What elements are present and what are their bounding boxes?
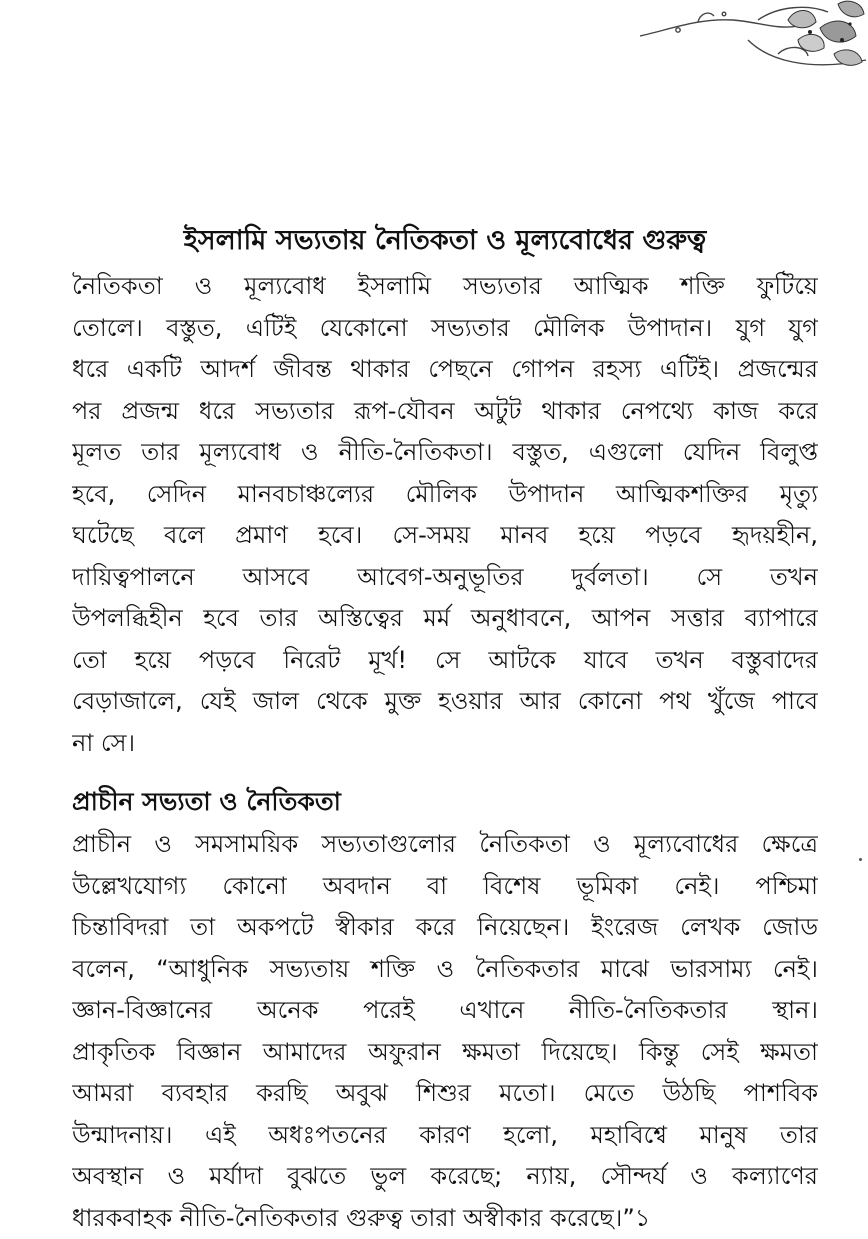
paragraph-1 — [72, 266, 818, 764]
text-line: উল্লেখযোগ্য কোনো অবদান বা বিশেষ ভূমিকা নেই। পশ্চিমা — [72, 866, 818, 908]
text-line: তো হয়ে পড়বে নিরেট মূর্খ! সে আটকে যাবে তখন বস্তুবাদের — [72, 640, 818, 682]
text-line: অবস্থান ও মর্যাদা বুঝতে ভুল করেছে; ন্যায়, সৌন্দর্য ও কল্যাণের — [72, 1156, 818, 1198]
paragraph-2 — [72, 824, 818, 1239]
text-line: জ্ঞান-বিজ্ঞানের অনেক পরেই এখানে নীতি-নৈতিকতার স্থান। — [72, 990, 818, 1032]
section-heading: প্রাচীন সভ্যতা ও নৈতিকতা — [72, 780, 818, 824]
text-line: উপলব্ধিহীন হবে তার অস্তিত্বের মর্ম অনুধাবনে, আপন সত্তার ব্যাপারে — [72, 598, 818, 640]
text-line: ঘটেছে বলে প্রমাণ হবে। সে-সময় মানব হয়ে পড়বে হৃদয়হীন, — [72, 515, 818, 557]
text-line: বেড়াজালে, যেই জাল থেকে মুক্ত হওয়ার আর কোনো পথ খুঁজে পাবে — [72, 681, 818, 723]
text-line: চিন্তাবিদরা তা অকপটে স্বীকার করে নিয়েছেন। ইংরেজ লেখক জোড — [72, 907, 818, 949]
text-line: উন্মাদনায়। এই অধঃপতনের কারণ হলো, মহাবিশ্বে মানুষ তার — [72, 1115, 818, 1157]
text-line: প্রাকৃতিক বিজ্ঞান আমাদের অফুরান ক্ষমতা দিয়েছে। কিন্তু সেই ক্ষমতা — [72, 1032, 818, 1074]
text-line: দায়িত্বপালনে আসবে আবেগ-অনুভূতির দুর্বলতা। সে তখন — [72, 557, 818, 599]
text-line: বলেন, “আধুনিক সভ্যতায় শক্তি ও নৈতিকতার মাঝে ভারসাম্য নেই। — [72, 949, 818, 991]
text-line: ধরে একটি আদর্শ জীবন্ত থাকার পেছনে গোপন রহস্য এটিই। প্রজন্মের — [72, 349, 818, 391]
text-line: আমরা ব্যবহার করছি অবুঝ শিশুর মতো। মেতে উঠছি পাশবিক — [72, 1073, 818, 1115]
text-line: পর প্রজন্ম ধরে সভ্যতার রূপ-যৌবন অটুট থাকার নেপথ্যে কাজ করে — [72, 391, 818, 433]
floral-ornament-icon — [638, 0, 868, 100]
text-line: হবে, সেদিন মানবচাঞ্চল্যের মৌলিক উপাদান আত্মিকশক্তির মৃত্যু — [72, 474, 818, 516]
text-line: ধারকবাহক নীতি-নৈতিকতার গুরুত্ব তারা অস্বীকার করেছে।”১ — [72, 1198, 818, 1239]
text-line: তোলে। বস্তুত, এটিই যেকোনো সভ্যতার মৌলিক উপাদান। যুগ যুগ — [72, 308, 818, 350]
text-line: নৈতিকতা ও মূল্যবোধ ইসলামি সভ্যতার আত্মিক শক্তি ফুটিয়ে — [72, 266, 818, 308]
scan-speck — [859, 858, 862, 861]
text-line: মূলত তার মূল্যবোধ ও নীতি-নৈতিকতা। বস্তুত, এগুলো যেদিন বিলুপ্ত — [72, 432, 818, 474]
text-line: না সে। — [72, 723, 818, 765]
chapter-heading: ইসলামি সভ্যতায় নৈতিকতা ও মূল্যবোধের গুরুত্ব — [72, 218, 818, 264]
text-line: প্রাচীন ও সমসাময়িক সভ্যতাগুলোর নৈতিকতা ও মূল্যবোধের ক্ষেত্রে — [72, 824, 818, 866]
page-content — [72, 218, 818, 1239]
